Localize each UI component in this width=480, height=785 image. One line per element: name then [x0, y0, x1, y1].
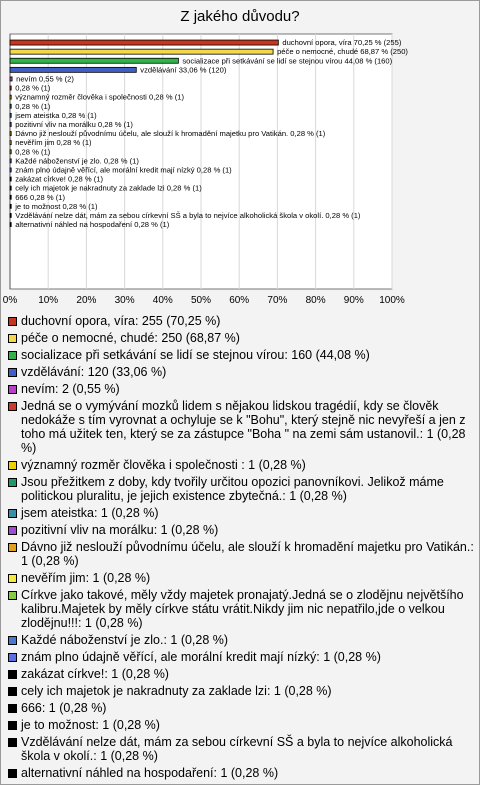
- bar: [10, 204, 11, 208]
- legend-label: je to možnost: 1 (0,28 %): [21, 718, 160, 732]
- bar-label: pozitivní vliv na morálku 0,28 % (1): [15, 119, 133, 129]
- legend-swatch: [8, 636, 17, 645]
- legend-label: jsem ateistka: 1 (0,28 %): [21, 506, 159, 520]
- legend-item: [8, 588, 474, 630]
- legend-swatch: [8, 653, 17, 662]
- x-tick-label: 100%: [379, 295, 405, 306]
- legend-swatch: [8, 687, 17, 696]
- legend-item: [8, 475, 474, 503]
- legend-swatch: [8, 368, 17, 377]
- bar: [10, 223, 11, 227]
- bar-label: vzdělávání 33,06 % (120): [140, 65, 227, 75]
- legend-label: Vzdělávání nelze dát, mám za sebou církevní SŠ a byla to nejvíce alkoholická škola v okolí.: 1 (0,28 %): [21, 735, 453, 763]
- x-tick-label: 20%: [76, 295, 97, 306]
- legend-swatch: [8, 591, 17, 600]
- legend-item: [8, 667, 474, 681]
- bar-label: cely ich majetok je nakradnuty za zaklade lzi 0,28 % (1): [15, 183, 202, 193]
- bar: [10, 186, 11, 190]
- legend-item: [8, 348, 474, 362]
- legend-swatch: [8, 704, 17, 713]
- chart-legend: [8, 314, 474, 783]
- legend-swatch: [8, 509, 17, 518]
- bar-label: zakázat církve! 0,28 % (1): [15, 174, 103, 184]
- bar-label: Vzdělávání nelze dát, mám za sebou církevní SŠ a byla to nejvíce alkoholická škola v okolí. 0,28 % (1): [15, 210, 361, 220]
- x-tick-label: 50%: [190, 295, 212, 306]
- legend-item: [8, 540, 474, 568]
- bar-label: je to možnost 0,28 % (1): [15, 201, 98, 211]
- legend-label: Dávno již neslouží původnímu účelu, ale slouží k hromadění majetku pro Vatikán.: 1 (0,28 %): [21, 540, 474, 568]
- legend-label: Jsou přežitkem z doby, kdy tvořily určitou opozici panovníkovi. Jelikož máme politickou pluralitu, je jejich existence zbytečná.: 1 (0,28 %): [21, 475, 444, 503]
- legend-item: [8, 331, 474, 345]
- bar: [10, 40, 278, 45]
- x-tick-label: 60%: [229, 295, 250, 306]
- bar-label: nevím 0,55 % (2): [16, 74, 74, 84]
- legend-label: Každé náboženství je zlo.: 1 (0,28 %): [21, 633, 229, 647]
- legend-label: nevěřím jim: 1 (0,28 %): [21, 571, 151, 585]
- bar-label: duchovní opora, víra 70,25 % (255): [282, 38, 402, 48]
- bar: [10, 177, 11, 181]
- legend-swatch: [8, 738, 17, 747]
- legend-item: [8, 382, 474, 396]
- bar: [10, 58, 178, 63]
- legend-swatch: [8, 543, 17, 552]
- bar-label: znám plno údajně věřící, ale morální kredit mají nízký 0,28 % (1): [15, 165, 232, 175]
- chart-title: Z jakého důvodu?: [180, 8, 300, 25]
- bar: [10, 159, 11, 163]
- legend-item: [8, 365, 474, 379]
- legend-label: socializace při setkávání se lidí se stejnou vírou: 160 (44,08 %): [21, 348, 370, 362]
- x-tick-label: 80%: [305, 295, 326, 306]
- bar: [10, 195, 11, 199]
- legend-label: Jedná se o vymývání mozků lidem s nějakou lidskou tragédií, kdy se člověk nedokáže s tím vyrovnat a ochyluje se k "Bohu", který stejně nic nevyřeší a jen z toho má užitek ten, který se za zástupce "Boha " na zemi sám ustanovil.: 1 (0,28 %): [21, 399, 466, 455]
- x-tick-label: 0%: [2, 295, 18, 306]
- bar-label: 0,28 % (1): [15, 147, 51, 157]
- bar-label: významný rozměr člověka i společnosti 0,28 % (1): [15, 92, 185, 102]
- legend-label: znám plno údajně věřící, ale morální kredit mají nízký: 1 (0,28 %): [21, 650, 381, 664]
- bar-label: jsem ateistka 0,28 % (1): [15, 110, 97, 120]
- legend-swatch: [8, 351, 17, 360]
- bar: [10, 150, 11, 154]
- legend-swatch: [8, 574, 17, 583]
- legend-label: pozitivní vliv na morálku: 1 (0,28 %): [21, 523, 219, 537]
- legend-swatch: [8, 461, 17, 470]
- legend-item: [8, 571, 474, 585]
- bar: [10, 113, 11, 117]
- bar-label: péče o nemocné, chudé 68,87 % (250): [277, 47, 408, 57]
- bar-label: nevěřím jim 0,28 % (1): [15, 138, 92, 148]
- bar: [10, 77, 12, 81]
- bar: [10, 86, 11, 90]
- bar: [10, 95, 11, 99]
- legend-item: [8, 458, 474, 472]
- bar: [10, 132, 11, 136]
- x-tick-label: 30%: [114, 295, 135, 306]
- bar-label: Každé náboženství je zlo. 0,28 % (1): [15, 156, 139, 166]
- legend-swatch: [8, 385, 17, 394]
- legend-item: [8, 523, 474, 537]
- bar-label: socializace při setkávání se lidí se stejnou vírou 44,08 % (160): [182, 56, 393, 66]
- legend-item: [8, 399, 474, 455]
- legend-item: [8, 314, 474, 328]
- legend-label: významný rozměr člověka i společnosti : 1 (0,28 %): [21, 458, 306, 472]
- legend-item: [8, 701, 474, 715]
- bar-chart-plot: [0, 0, 480, 312]
- legend-item: [8, 766, 474, 780]
- legend-label: duchovní opora, víra: 255 (70,25 %): [21, 314, 221, 328]
- legend-label: péče o nemocné, chudé: 250 (68,87 %): [21, 331, 240, 345]
- legend-label: 666: 1 (0,28 %): [21, 701, 107, 715]
- legend-item: [8, 633, 474, 647]
- legend-swatch: [8, 478, 17, 487]
- legend-label: Církve jako takové, měly vždy majetek pronajatý.Jedná se o zlodějnu největšího kalibru.Majetek by měly církve státu vrátit.Nikdy jim nic nepatřilo,jde o velkou zlodějnu!!!: 1 (0,28 %): [21, 588, 464, 630]
- legend-label: nevím: 2 (0,55 %): [21, 382, 120, 396]
- legend-swatch: [8, 317, 17, 326]
- legend-swatch: [8, 721, 17, 730]
- legend-label: cely ich majetok je nakradnuty za zaklade lzi: 1 (0,28 %): [21, 684, 332, 698]
- legend-item: [8, 684, 474, 698]
- bar-label: 0,28 % (1): [15, 83, 51, 93]
- legend-swatch: [8, 334, 17, 343]
- legend-item: [8, 735, 474, 763]
- legend-swatch: [8, 670, 17, 679]
- x-tick-label: 40%: [152, 295, 173, 306]
- legend-item: [8, 506, 474, 520]
- bar-label: 666 0,28 % (1): [15, 192, 66, 202]
- legend-label: vzdělávání: 120 (33,06 %): [21, 365, 167, 379]
- bar: [10, 168, 11, 172]
- bar: [10, 141, 11, 145]
- bar-label: Dávno již neslouží původnímu účelu, ale slouží k hromadění majetku pro Vatikán. 0,28 % (1): [15, 129, 326, 139]
- legend-item: [8, 718, 474, 732]
- bar: [10, 49, 273, 54]
- x-tick-label: 10%: [38, 295, 59, 306]
- x-tick-label: 90%: [343, 295, 364, 306]
- bar-label: alternativní náhled na hospodaření 0,28 % (1): [15, 220, 170, 230]
- bar: [10, 122, 11, 126]
- bar: [10, 67, 136, 72]
- bar: [10, 104, 11, 108]
- legend-swatch: [8, 526, 17, 535]
- legend-swatch: [8, 769, 17, 778]
- legend-swatch: [8, 402, 17, 411]
- legend-label: zakázat církve!: 1 (0,28 %): [21, 667, 169, 681]
- x-tick-label: 70%: [267, 295, 288, 306]
- legend-item: [8, 650, 474, 664]
- bar: [10, 213, 11, 217]
- bar-label: 0,28 % (1): [15, 101, 51, 111]
- legend-label: alternativní náhled na hospodaření: 1 (0,28 %): [21, 766, 279, 780]
